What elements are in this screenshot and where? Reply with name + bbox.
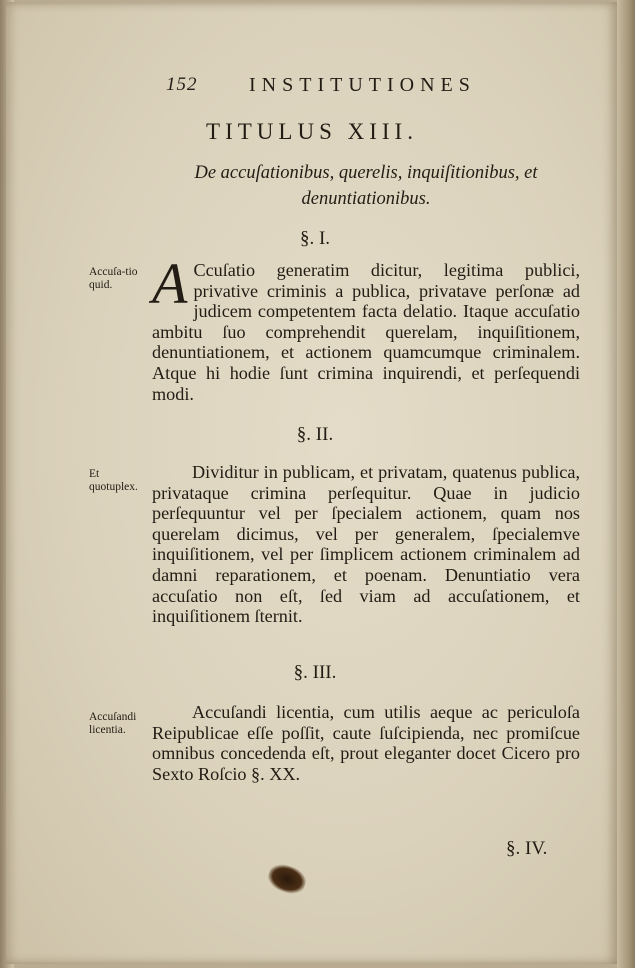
margin-note-3: Accuſandi licentia. [89,711,137,736]
drop-cap: A [152,251,188,316]
section-text-3 [152,702,580,784]
page-number: 152 [166,74,198,95]
margin-note-1: Accuſa-tio quid. [89,266,138,291]
catchword: §. IV. [506,838,548,859]
section-paragraph-2: Dividitur in publicam, et privatam, quatenus publica, privataque crimina perſequitur. Quae in judicio perſequuntur vel per ſpecialem actionem, quam nos querelam dicimus, vel per generalem, ſpecialemve inquiſitionem, vel per ſimplicem actionem criminalem ad damni reparationem, et poenam. Denuntiatio vera accuſatio non eſt, ſed viam ad accuſationem, et inquiſitionem ſternit. [152,462,580,627]
section-heading-1: §. I. [299,228,331,249]
section-paragraph-1: Ccuſatio generatim dicitur, legitima publici, privative criminis a publica, privatave perſonæ ad judicem competentem facta delatio. Itaque accuſatio ambitu ſuo comprehendit querelam, inquiſitionem, denuntiationem, et actionem quamcumque criminalem. Atque hi hodie ſunt crimina inquirendi, et perſequendi modi. [152,260,580,404]
section-heading-3: §. III. [293,662,337,683]
section-paragraph-3: Accuſandi licentia, cum utilis aeque ac periculoſa Reipublicae eſſe poſſit, caute ſuſcipienda, nec promiſcue omnibus concedenda eſt, prout eleganter docet Cicero pro Sexto Roſcio §. XX. [152,702,580,784]
ink-stain [265,860,310,897]
book-page [6,2,618,964]
running-head: INSTITUTIONES [249,74,476,96]
chapter-title: TITULUS XIII. [206,119,418,144]
chapter-subtitle: De accuſationibus, querelis, inquiſitionibus, et denuntiationibus. [194,163,538,209]
section-text-1 [152,251,580,404]
section-heading-2: §. II. [296,424,334,445]
margin-note-2: Et quotuplex. [89,468,138,493]
section-text-2 [152,462,580,627]
page-edges [617,0,635,968]
